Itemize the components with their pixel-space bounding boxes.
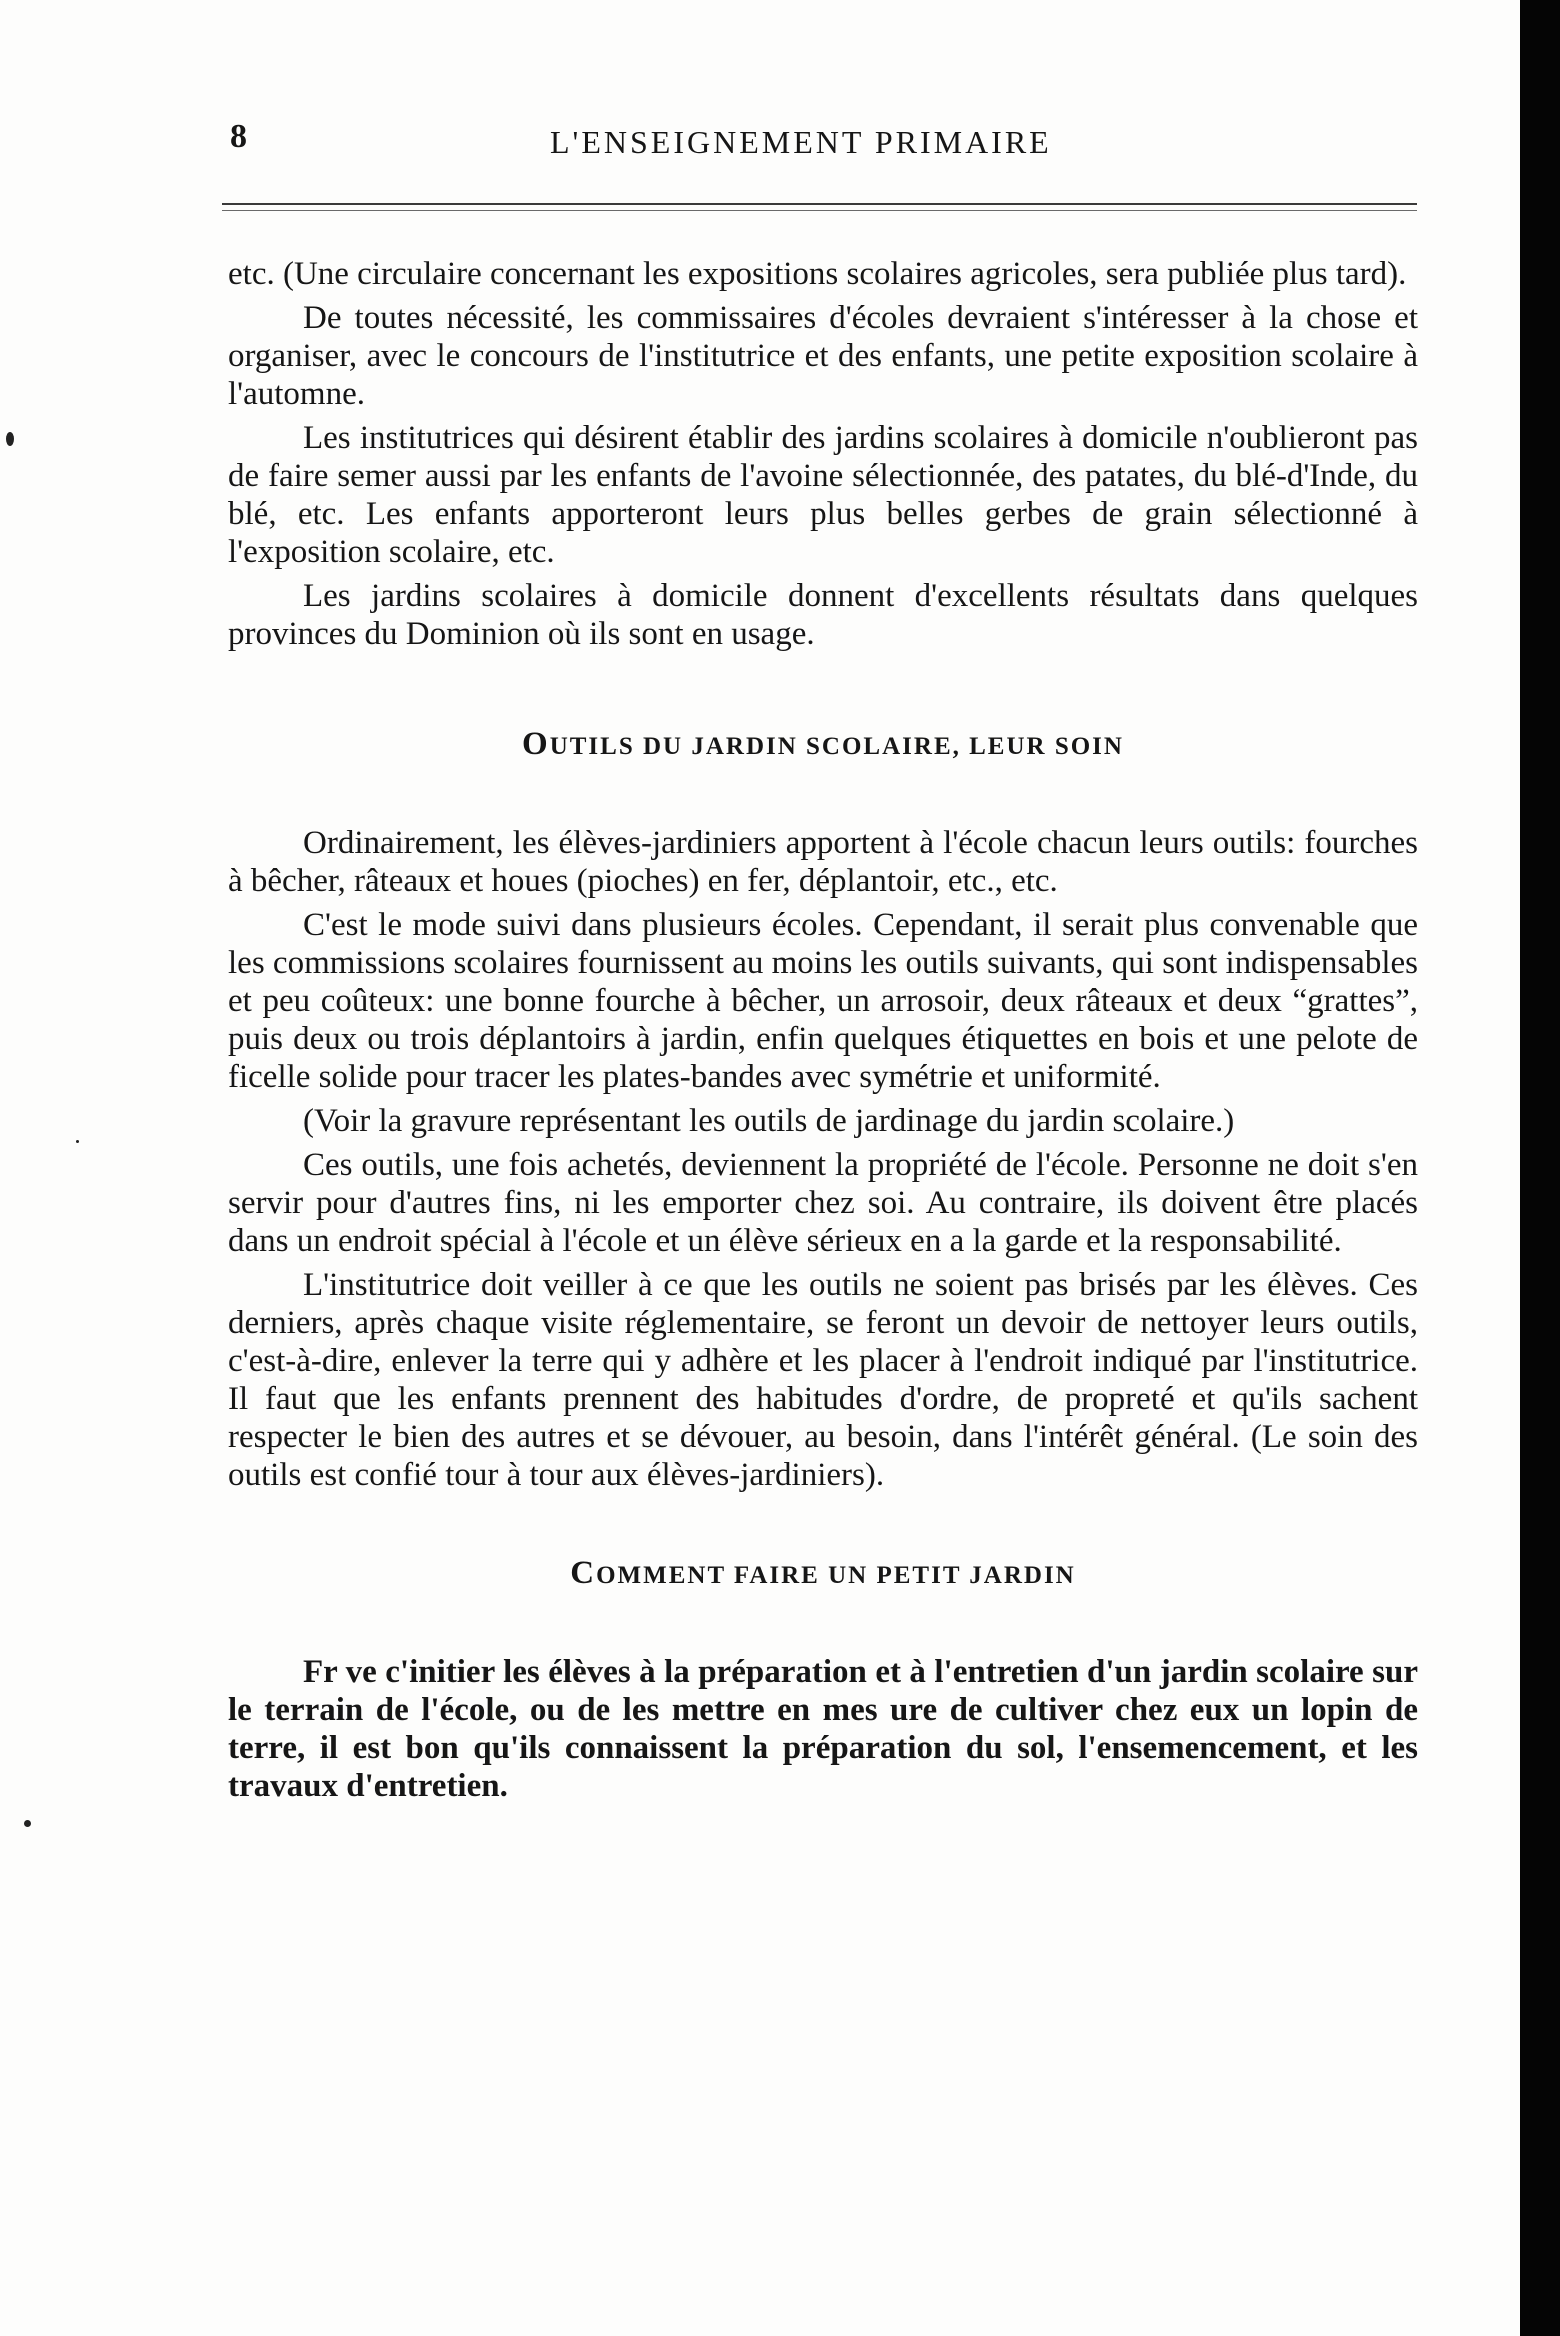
scan-speck <box>24 1820 31 1827</box>
running-title: L'ENSEIGNEMENT PRIMAIRE <box>550 124 1052 160</box>
paragraph: (Voir la gravure représentant les outils de jardinage du jardin scolaire.) <box>303 1103 1235 1139</box>
paragraph: C'est le mode suivi dans plusieurs écoles. Cependant, il serait plus convenable que les commissions scolaires fournissent au moins les outils suivants, qui sont indispensables et peu coûteux: une bonne fourche à bêcher, un arrosoir, deux râteaux et deux “grattes”, puis deux ou trois déplantoirs à jardin, enfin quelques étiquettes en bois et une pelote de ficelle solide pour tracer les plates-bandes avec symétrie et uniformité. <box>228 907 1418 1095</box>
body-text <box>228 255 1418 1811</box>
paragraph: Fr ve c'initier les élèves à la préparation et à l'entretien d'un jardin scolaire sur le terrain de l'école, ou de les mettre en mes ure de cultiver chez eux un lopin de terre, il est bon qu'ils connaissent la préparation du sol, l'ensemencement, et les travaux d'entretien. <box>228 1654 1418 1804</box>
section-heading-tools: OUTILS DU JARDIN SCOLAIRE, LEUR SOIN <box>522 726 1124 762</box>
section-heading-garden: COMMENT FAIRE UN PETIT JARDIN <box>570 1555 1076 1591</box>
paragraph: etc. (Une circulaire concernant les expositions scolaires agricoles, sera publiée plus tard). <box>228 256 1407 292</box>
paragraph: Ces outils, une fois achetés, deviennent la propriété de l'école. Personne ne doit s'en servir pour d'autres fins, ni les emporter chez soi. Au contraire, ils doivent être placés dans un endroit spécial à l'école et un élève sérieux en a la garde et la responsabilité. <box>228 1147 1418 1259</box>
header-rule <box>222 203 1417 211</box>
paragraph: L'institutrice doit veiller à ce que les outils ne soient pas brisés par les élèves. Ces derniers, après chaque visite réglementaire, se feront un devoir de nettoyer leurs outils, c'est-à-dire, enlever la terre qui y adhère et les placer à l'endroit indiqué par l'institutrice. Il faut que les enfants prennent des habitudes d'ordre, de propreté et qu'ils sachent respecter le bien des autres et se dévouer, au besoin, dans l'intérêt général. (Le soin des outils est confié tour à tour aux élèves-jardiniers). <box>228 1267 1418 1493</box>
scan-speck <box>6 432 14 446</box>
paragraph: Les institutrices qui désirent établir des jardins scolaires à domicile n'oublieront pas de faire semer aussi par les enfants de l'avoine sélectionnée, des patates, du blé-d'Inde, du blé, etc. Les enfants apporteront leurs plus belles gerbes de grain sélectionné à l'exposition scolaire, etc. <box>228 420 1418 570</box>
scan-border <box>1520 0 1560 2336</box>
paragraph: Ordinairement, les élèves-jardiniers apportent à l'école chacun leurs outils: fourches à bêcher, râteaux et houes (pioches) en fer, déplantoir, etc., etc. <box>228 825 1418 899</box>
page-number: 8 <box>230 118 247 155</box>
paragraph: De toutes nécessité, les commissaires d'écoles devraient s'intéresser à la chose et organiser, avec le concours de l'institutrice et des enfants, une petite exposition scolaire à l'automne. <box>228 300 1418 412</box>
paragraph: Les jardins scolaires à domicile donnent d'excellents résultats dans quelques provinces du Dominion où ils sont en usage. <box>228 578 1418 652</box>
running-head <box>230 118 1410 178</box>
scan-speck <box>76 1140 79 1143</box>
